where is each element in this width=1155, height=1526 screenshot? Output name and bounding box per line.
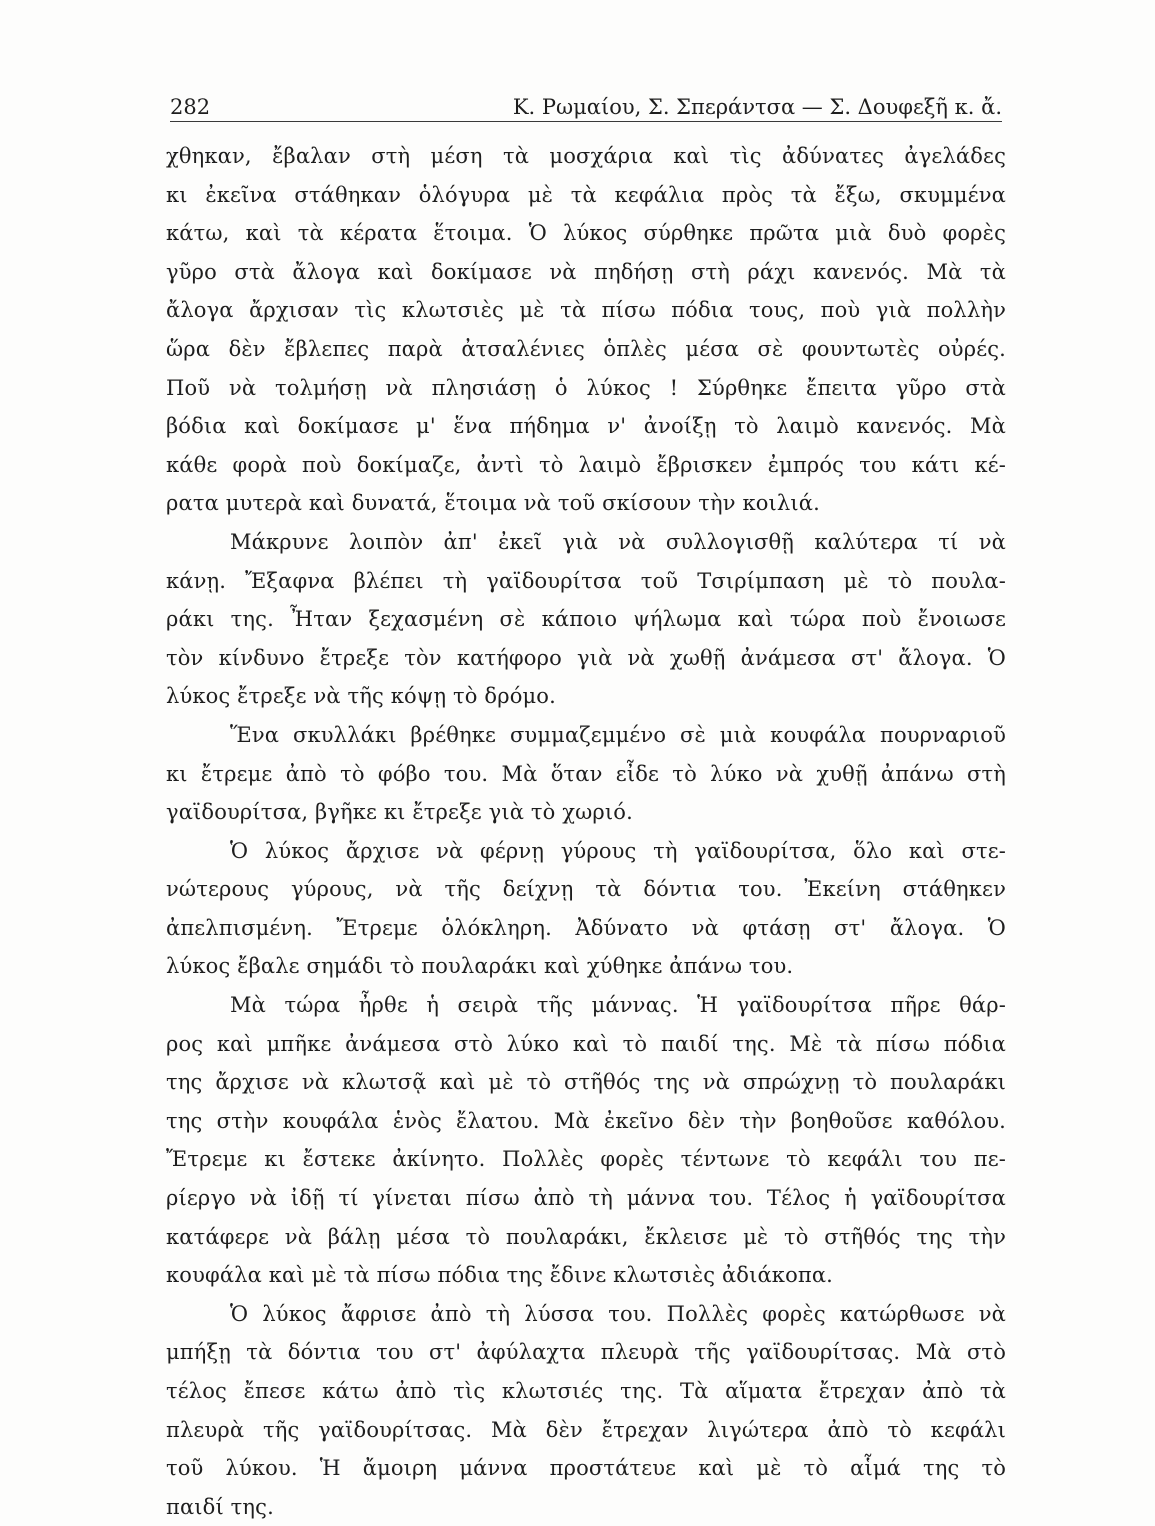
text-line: Ἔτρεμε κι ἔστεκε ἀκίνητο. Πολλὲς φορὲς τέντωνε τὸ κεφάλι του πε- [166,1147,1006,1172]
text-line: κάνῃ. Ἔξαφνα βλέπει τὴ γαϊδουρίτσα τοῦ Τσιρίμπαση μὲ τὸ πουλα- [166,568,1006,593]
text-line: Μὰ τώρα ἦρθε ἡ σειρὰ τῆς μάννας. Ἡ γαϊδουρίτσα πῆρε θάρ- [230,993,1006,1018]
text-line: τὸν κίνδυνο ἔτρεξε τὸν κατήφορο γιὰ νὰ χωθῇ ἀνάμεσα στ' ἄλογα. Ὁ [166,645,1006,670]
text-line: τέλος ἔπεσε κάτω ἀπὸ τὶς κλωτσιές της. Τὰ αἵματα ἔτρεχαν ἀπὸ τὰ [166,1379,1006,1403]
text-line: ρίεργο νὰ ἰδῇ τί γίνεται πίσω ἀπὸ τὴ μάννα του. Τέλος ἡ γαϊδουρίτσα [166,1186,1006,1211]
text-line: κι ἔτρεμε ἀπὸ τὸ φόβο του. Μὰ ὅταν εἶδε τὸ λύκο νὰ χυθῇ ἀπάνω στὴ [166,761,1006,786]
text-line: Ἕνα σκυλλάκι βρέθηκε συμμαζεμμένο σὲ μιὰ κουφάλα πουρναριοῦ [230,722,1006,747]
paragraph [166,986,1006,1295]
text-line: μπήξῃ τὰ δόντια του στ' ἀφύλαχτα πλευρὰ τῆς γαϊδουρίτσας. Μὰ στὸ [166,1340,1006,1365]
text-line: ἀπελπισμένη. Ἔτρεμε ὁλόκληρη. Ἀδύνατο νὰ φτάσῃ στ' ἄλογα. Ὁ [166,915,1006,940]
text-line: της στὴν κουφάλα ἑνὸς ἔλατου. Μὰ ἐκεῖνο δὲν τὴν βοηθοῦσε καθόλου. [166,1108,1006,1133]
text-line: κάθε φορὰ ποὺ δοκίμαζε, ἀντὶ τὸ λαιμὸ ἔβρισκεν ἐμπρός του κάτι κέ- [166,452,1006,477]
text-line: ὥρα δὲν ἔβλεπες παρὰ ἀτσαλένιες ὁπλὲς μέσα σὲ φουντωτὲς οὐρές. [166,336,1006,361]
text-line: γῦρο στὰ ἄλογα καὶ δοκίμασε νὰ πηδήσῃ στὴ ράχι κανενός. Μὰ τὰ [166,259,1006,284]
text-line: Ὁ λύκος ἄφρισε ἀπὸ τὴ λύσσα του. Πολλὲς φορὲς κατώρθωσε νὰ [230,1301,1006,1326]
text-line: κουφάλα καὶ μὲ τὰ πίσω πόδια της ἔδινε κλωτσιὲς ἀδιάκοπα. [166,1263,833,1288]
text-line: ἄλογα ἄρχισαν τὶς κλωτσιὲς μὲ τὰ πίσω πόδια τους, ποὺ γιὰ πολλὴν [166,298,1006,323]
running-head: Κ. Ρωμαίου, Σ. Σπεράντσα — Σ. Δουφεξῆ κ. ἄ. [512,95,1002,119]
text-line: κατάφερε νὰ βάλῃ μέσα τὸ πουλαράκι, ἔκλεισε μὲ τὸ στῆθός της τὴν [166,1224,1006,1249]
text-line: γαϊδουρίτσα, βγῆκε κι ἔτρεξε γιὰ τὸ χωριό. [166,800,633,825]
paragraph [166,523,1006,716]
text-line: Ὁ λύκος ἄρχισε νὰ φέρνῃ γύρους τὴ γαϊδουρίτσα, ὅλο καὶ στε- [230,838,1006,863]
text-line: παιδί της. [166,1494,274,1519]
text-line: βόδια καὶ δοκίμασε μ' ἕνα πήδημα ν' ἀνοίξῃ τὸ λαιμὸ κανενός. Μὰ [166,414,1006,439]
header-rule [170,121,1002,122]
text-line: τοῦ λύκου. Ἡ ἄμοιρη μάννα προστάτευε καὶ μὲ τὸ αἷμά της τὸ [166,1456,1006,1481]
paragraph [166,832,1006,986]
text-line: ράκι της. Ἦταν ξεχασμένη σὲ κάποιο ψήλωμα καὶ τώρα ποὺ ἔνοιωσε [166,607,1006,632]
text-line: Ποῦ νὰ τολμήσῃ νὰ πλησιάσῃ ὁ λύκος ! Σύρθηκε ἔπειτα γῦρο στὰ [166,375,1006,400]
page-number: 282 [170,95,211,119]
text-line: χθηκαν, ἔβαλαν στὴ μέση τὰ μοσχάρια καὶ τὶς ἀδύνατες ἀγελάδες [166,144,1006,168]
paragraph [166,137,1006,523]
paragraph [166,1295,1006,1526]
text-line: πλευρὰ τῆς γαϊδουρίτσας. Μὰ δὲν ἔτρεχαν λιγώτερα ἀπὸ τὸ κεφάλι [166,1417,1006,1442]
text-line: κάτω, καὶ τὰ κέρατα ἕτοιμα. Ὁ λύκος σύρθηκε πρῶτα μιὰ δυὸ φορὲς [166,221,1006,246]
text-line: λύκος ἔτρεξε νὰ τῆς κόψῃ τὸ δρόμο. [166,684,556,709]
text-line: Μάκρυνε λοιπὸν ἀπ' ἐκεῖ γιὰ νὰ συλλογισθῇ καλύτερα τί νὰ [230,529,1006,554]
page-header [170,92,1002,122]
text-line: λύκος ἔβαλε σημάδι τὸ πουλαράκι καὶ χύθηκε ἀπάνω του. [166,954,794,979]
text-line: ρος καὶ μπῆκε ἀνάμεσα στὸ λύκο καὶ τὸ παιδί της. Μὲ τὰ πίσω πόδια [166,1031,1006,1056]
paragraph [166,716,1006,832]
text-line: κι ἐκεῖνα στάθηκαν ὁλόγυρα μὲ τὰ κεφάλια πρὸς τὰ ἔξω, σκυμμένα [166,182,1006,207]
text-line: της ἄρχισε νὰ κλωτσᾷ καὶ μὲ τὸ στῆθός της νὰ σπρώχνῃ τὸ πουλαράκι [166,1070,1006,1095]
body-text [166,137,1006,1526]
text-line: νώτερους γύρους, νὰ τῆς δείχνῃ τὰ δόντια του. Ἐκείνη στάθηκεν [166,877,1006,902]
text-line: ρατα μυτερὰ καὶ δυνατά, ἕτοιμα νὰ τοῦ σκίσουν τὴν κοιλιά. [166,491,820,516]
